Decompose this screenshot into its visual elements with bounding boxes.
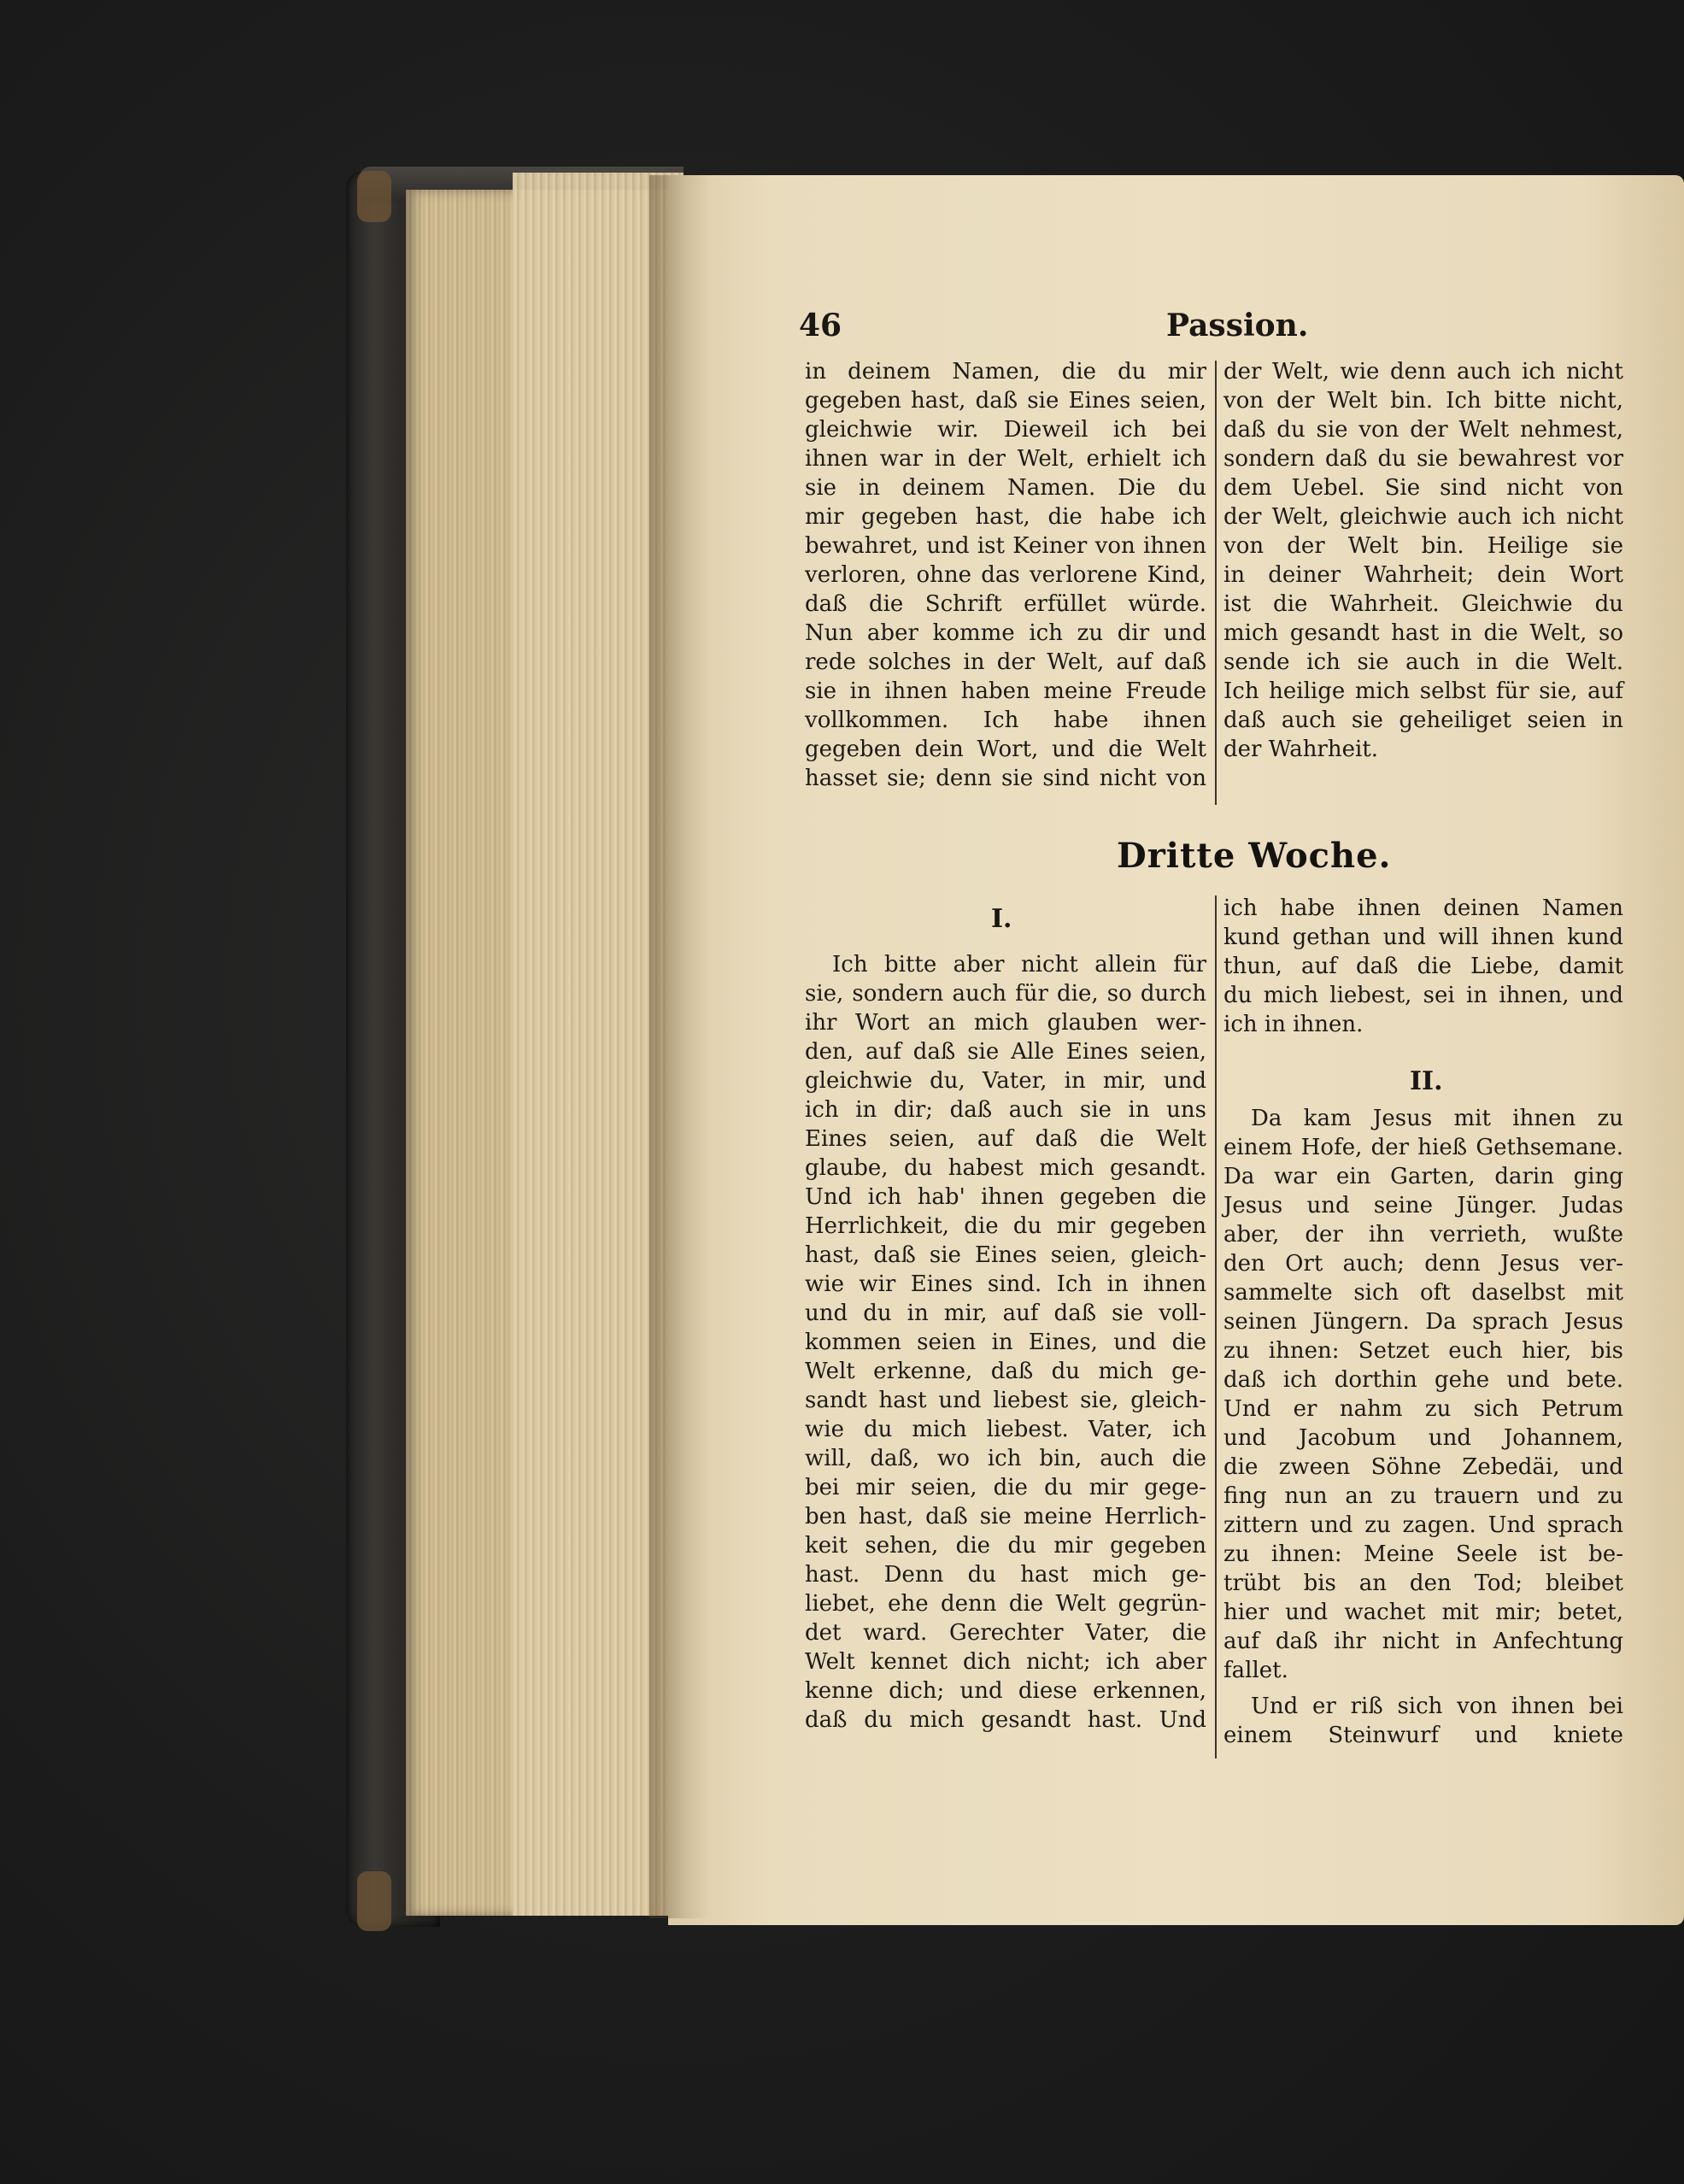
bottom-right-column-part3 [1223,1692,1623,1750]
running-head [799,308,1354,350]
text-line: von der Welt bin. Heilige sie [1223,533,1623,559]
cover-wear-bottom [357,1871,391,1931]
text-line: die zween Söhne Zebedäi, und [1223,1454,1623,1480]
text-line: der Welt, wie denn auch ich nicht [1223,359,1623,385]
text-line: zu ihnen: Meine Seele ist be- [1223,1541,1623,1567]
text-line: der Welt, gleichwie auch ich nicht [1223,504,1623,530]
text-line: bei mir seien, die du mir gege- [805,1475,1206,1500]
section-two-label: II. [1410,1066,1443,1096]
text-line: vollkommen. Ich habe ihnen [805,707,1206,733]
text-line: zittern und zu zagen. Und sprach [1223,1512,1623,1538]
text-line: und du in mir, auf daß sie voll- [805,1300,1206,1326]
text-line: ihr Wort an mich glauben wer- [805,1010,1206,1036]
text-line: hast. Denn du hast mich ge- [805,1562,1206,1588]
text-line: sie, sondern auch für die, so durch [805,981,1206,1007]
text-line: hasset sie; denn sie sind nicht von [805,766,1206,791]
text-line: Nun aber komme ich zu dir und [805,620,1206,646]
text-line: sie in ihnen haben meine Freude [805,678,1206,704]
column-rule-top [1215,361,1217,805]
text-line: ihnen war in der Welt, erhielt ich [805,446,1206,472]
text-line: sie in deinem Namen. Die du [805,475,1206,501]
text-line: Und er riß sich von ihnen bei [1251,1694,1623,1719]
text-line: rede solches in der Welt, auf daß [805,649,1206,675]
text-line: fallet. [1223,1658,1288,1683]
text-line: sondern daß du sie bewahrest vor [1223,446,1623,472]
bottom-right-column-part2 [1223,1104,1623,1685]
text-line: ich in ihnen. [1223,1012,1364,1037]
text-line: det ward. Gerechter Vater, die [805,1620,1206,1646]
text-line: sandt hast und liebest sie, gleich- [805,1388,1206,1413]
page-number: 46 [799,308,842,343]
text-line: ich in dir; daß auch sie in uns [805,1097,1206,1123]
text-line: ich habe ihnen deinen Namen [1223,895,1623,921]
text-line: hier und wachet mit mir; betet, [1223,1600,1623,1625]
text-line: sende ich sie auch in die Welt. [1223,649,1623,675]
bottom-right-column-part1 [1223,894,1623,1039]
text-line: kommen seien in Eines, und die [805,1330,1206,1355]
text-line: Welt erkenne, daß du mich ge- [805,1359,1206,1384]
text-line: in deinem Namen, die du mir [805,359,1206,385]
text-line: in deiner Wahrheit; dein Wort [1223,562,1623,588]
text-line: gegeben dein Wort, und die Welt [805,737,1206,762]
text-line: aber, der ihn verrieth, wußte [1223,1222,1623,1248]
text-line: einem Hofe, der hieß Gethsemane. [1223,1135,1623,1160]
text-line: daß du sie von der Welt nehmest, [1223,417,1623,443]
gutter-shadow [649,175,709,1918]
text-line: fing nun an zu trauern und zu [1223,1483,1623,1509]
text-line: Herrlichkeit, die du mir gegeben [805,1213,1206,1239]
text-line: Und ich hab' ihnen gegeben die [805,1184,1206,1210]
text-line: Da kam Jesus mit ihnen zu [1251,1106,1623,1131]
text-line: ist die Wahrheit. Gleichwie du [1223,591,1623,617]
top-right-column [1223,357,1623,764]
section-one-label: I. [991,904,1012,934]
text-line: zu ihnen: Setzet euch hier, bis [1223,1338,1623,1364]
text-line: gleichwie du, Vater, in mir, und [805,1068,1206,1094]
text-line: Da war ein Garten, darin ging [1223,1164,1623,1189]
text-line: bewahret, und ist Keiner von ihnen [805,533,1206,559]
text-line: den, auf daß sie Alle Eines seien, [805,1039,1206,1065]
text-line: dem Uebel. Sie sind nicht von [1223,475,1623,501]
text-line: du mich liebest, sei in ihnen, und [1223,983,1623,1008]
text-line: Und er nahm zu sich Petrum [1223,1396,1623,1422]
text-line: daß ich dorthin gehe und bete. [1223,1367,1623,1393]
text-line: Jesus und seine Jünger. Judas [1223,1193,1623,1218]
text-line: den Ort auch; denn Jesus ver- [1223,1251,1623,1277]
top-left-column [805,357,1206,793]
text-line: hast, daß sie Eines seien, gleich- [805,1242,1206,1268]
text-line: daß die Schrift erfüllet würde. [805,591,1206,617]
text-line: Eines seien, auf daß die Welt [805,1126,1206,1152]
text-line: kund gethan und will ihnen kund [1223,925,1623,950]
text-line: von der Welt bin. Ich bitte nicht, [1223,388,1623,414]
column-rule-bottom [1215,895,1217,1758]
text-line: wie du mich liebest. Vater, ich [805,1417,1206,1442]
text-line: gegeben hast, daß sie Eines seien, [805,388,1206,414]
text-line: sammelte sich oft daselbst mit [1223,1280,1623,1306]
text-line: und Jacobum und Johannem, [1223,1425,1623,1451]
text-line: gleichwie wir. Dieweil ich bei [805,417,1206,443]
text-line: wie wir Eines sind. Ich in ihnen [805,1271,1206,1297]
text-line: der Wahrheit. [1223,737,1379,762]
text-line: daß auch sie geheiliget seien in [1223,707,1623,733]
text-line: kenne dich; und diese erkennen, [805,1678,1206,1704]
text-line: Ich heilige mich selbst für sie, auf [1223,678,1623,704]
text-line: Welt kennet dich nicht; ich aber [805,1649,1206,1675]
text-line: liebet, ehe denn die Welt gegrün- [805,1591,1206,1617]
cover-wear-top [357,171,391,222]
bottom-left-column [805,950,1206,1735]
text-line: seinen Jüngern. Da sprach Jesus [1223,1309,1623,1335]
text-line: glaube, du habest mich gesandt. [805,1155,1206,1181]
text-line: keit sehen, die du mir gegeben [805,1533,1206,1559]
text-line: thun, auf daß die Liebe, damit [1223,954,1623,979]
text-line: mir gegeben hast, die habe ich [805,504,1206,530]
text-line: will, daß, wo ich bin, auch die [805,1446,1206,1471]
text-line: einem Steinwurf und kniete [1223,1723,1623,1748]
section-heading: Dritte Woche. [1117,836,1392,876]
running-title: Passion. [1166,308,1309,343]
text-line: daß du mich gesandt hast. Und [805,1707,1206,1733]
text-line: Ich bitte aber nicht allein für [832,952,1206,978]
text-line: mich gesandt hast in die Welt, so [1223,620,1623,646]
text-line: verloren, ohne das verlorene Kind, [805,562,1206,588]
text-line: auf daß ihr nicht in Anfechtung [1223,1629,1623,1654]
text-line: ben hast, daß sie meine Herrlich- [805,1504,1206,1529]
text-line: trübt bis an den Tod; bleibet [1223,1570,1623,1596]
